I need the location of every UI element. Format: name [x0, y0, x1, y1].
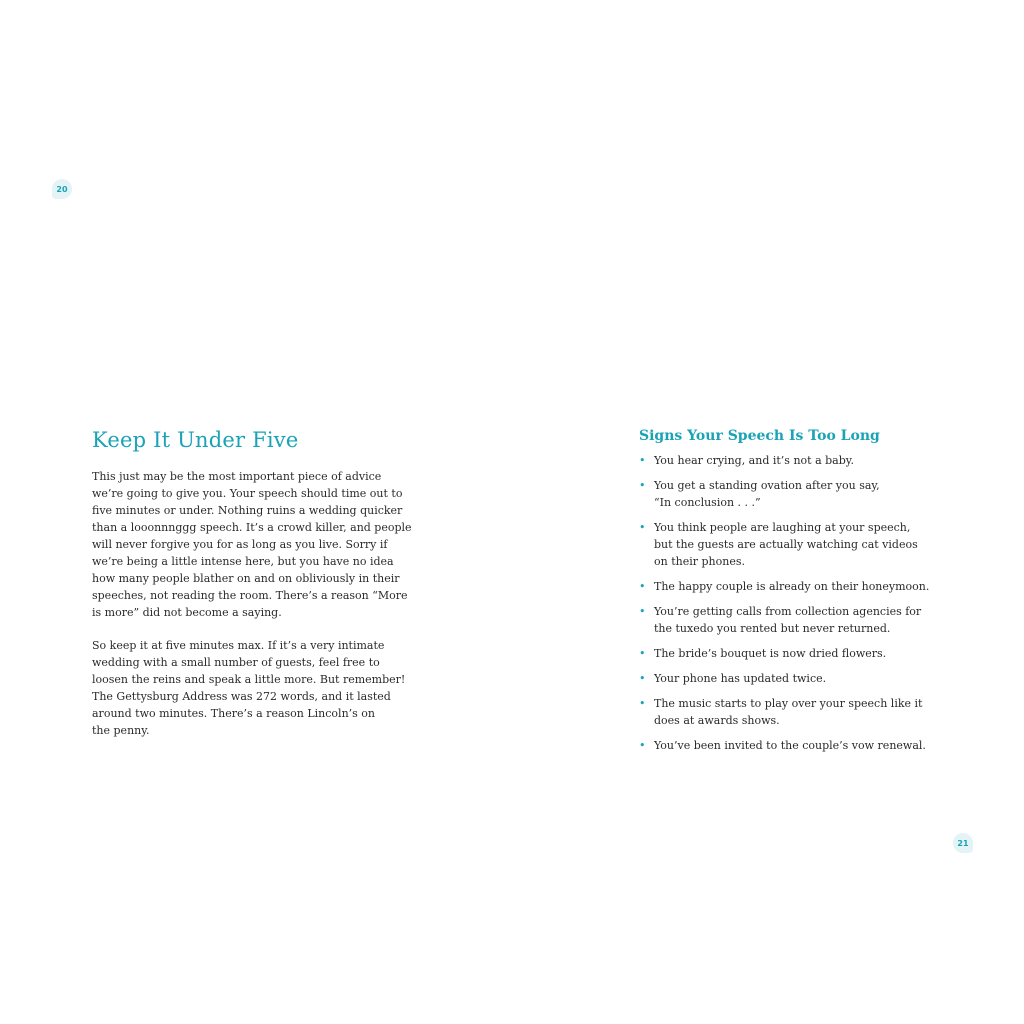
text-line: does at awards shows.	[654, 714, 780, 727]
list-item	[639, 670, 939, 687]
left-page-content	[92, 428, 412, 755]
text-line: You hear crying, and it’s not a baby.	[654, 454, 855, 467]
body-paragraph-1	[92, 468, 412, 621]
bullet-icon: •	[639, 605, 646, 618]
list-item	[639, 603, 939, 637]
list-item	[639, 737, 939, 754]
right-page-content	[639, 428, 939, 762]
text-line: This just may be the most important piece of advice	[92, 470, 382, 483]
text-line: we’re going to give you. Your speech should time out to	[92, 487, 403, 500]
page-number-left: 20	[52, 179, 72, 199]
text-line: the tuxedo you rented but never returned.	[654, 622, 891, 635]
page-number-right: 21	[953, 833, 973, 853]
text-line: loosen the reins and speak a little more. But remember!	[92, 673, 406, 686]
text-line: will never forgive you for as long as you live. Sorry if	[92, 538, 388, 551]
list-item	[639, 645, 939, 662]
bullet-icon: •	[639, 672, 646, 685]
text-line: So keep it at five minutes max. If it’s a very intimate	[92, 639, 385, 652]
list-item	[639, 452, 939, 469]
list-item	[639, 519, 939, 570]
text-line: Your phone has updated twice.	[654, 672, 827, 685]
text-line: The bride’s bouquet is now dried flowers.	[654, 647, 887, 660]
bullet-icon: •	[639, 521, 646, 534]
bullet-icon: •	[639, 580, 646, 593]
text-line: The Gettysburg Address was 272 words, and it lasted	[92, 690, 391, 703]
text-line: You’re getting calls from collection agencies for	[654, 605, 922, 618]
list-item	[639, 578, 939, 595]
text-line: The music starts to play over your speech like it	[654, 697, 923, 710]
body-paragraph-2	[92, 637, 406, 739]
text-line: the penny.	[92, 724, 150, 737]
bullet-icon: •	[639, 647, 646, 660]
text-line: speeches, not reading the room. There’s a reason “More	[92, 589, 408, 602]
text-line: five minutes or under. Nothing ruins a wedding quicker	[92, 504, 403, 517]
list-item	[639, 695, 939, 729]
page-title: Keep It Under Five	[92, 428, 299, 452]
bullet-icon: •	[639, 479, 646, 492]
text-line: The happy couple is already on their honeymoon.	[654, 580, 930, 593]
text-line: wedding with a small number of guests, feel free to	[92, 656, 380, 669]
text-line: but the guests are actually watching cat videos	[654, 538, 918, 551]
text-line: “In conclusion . . .”	[654, 496, 761, 509]
text-line: than a looonnnggg speech. It’s a crowd killer, and people	[92, 521, 412, 534]
text-line: is more” did not become a saying.	[92, 606, 282, 619]
text-line: on their phones.	[654, 555, 745, 568]
signs-list	[639, 452, 939, 754]
list-item	[639, 477, 939, 511]
text-line: how many people blather on and on obliviously in their	[92, 572, 400, 585]
text-line: we’re being a little intense here, but you have no idea	[92, 555, 394, 568]
sidebar-title: Signs Your Speech Is Too Long	[639, 428, 880, 444]
bullet-icon: •	[639, 697, 646, 710]
text-line: You’ve been invited to the couple’s vow renewal.	[654, 739, 926, 752]
bullet-icon: •	[639, 454, 646, 467]
text-line: You get a standing ovation after you say,	[654, 479, 880, 492]
text-line: You think people are laughing at your speech,	[654, 521, 911, 534]
text-line: around two minutes. There’s a reason Lincoln’s on	[92, 707, 375, 720]
bullet-icon: •	[639, 739, 646, 752]
